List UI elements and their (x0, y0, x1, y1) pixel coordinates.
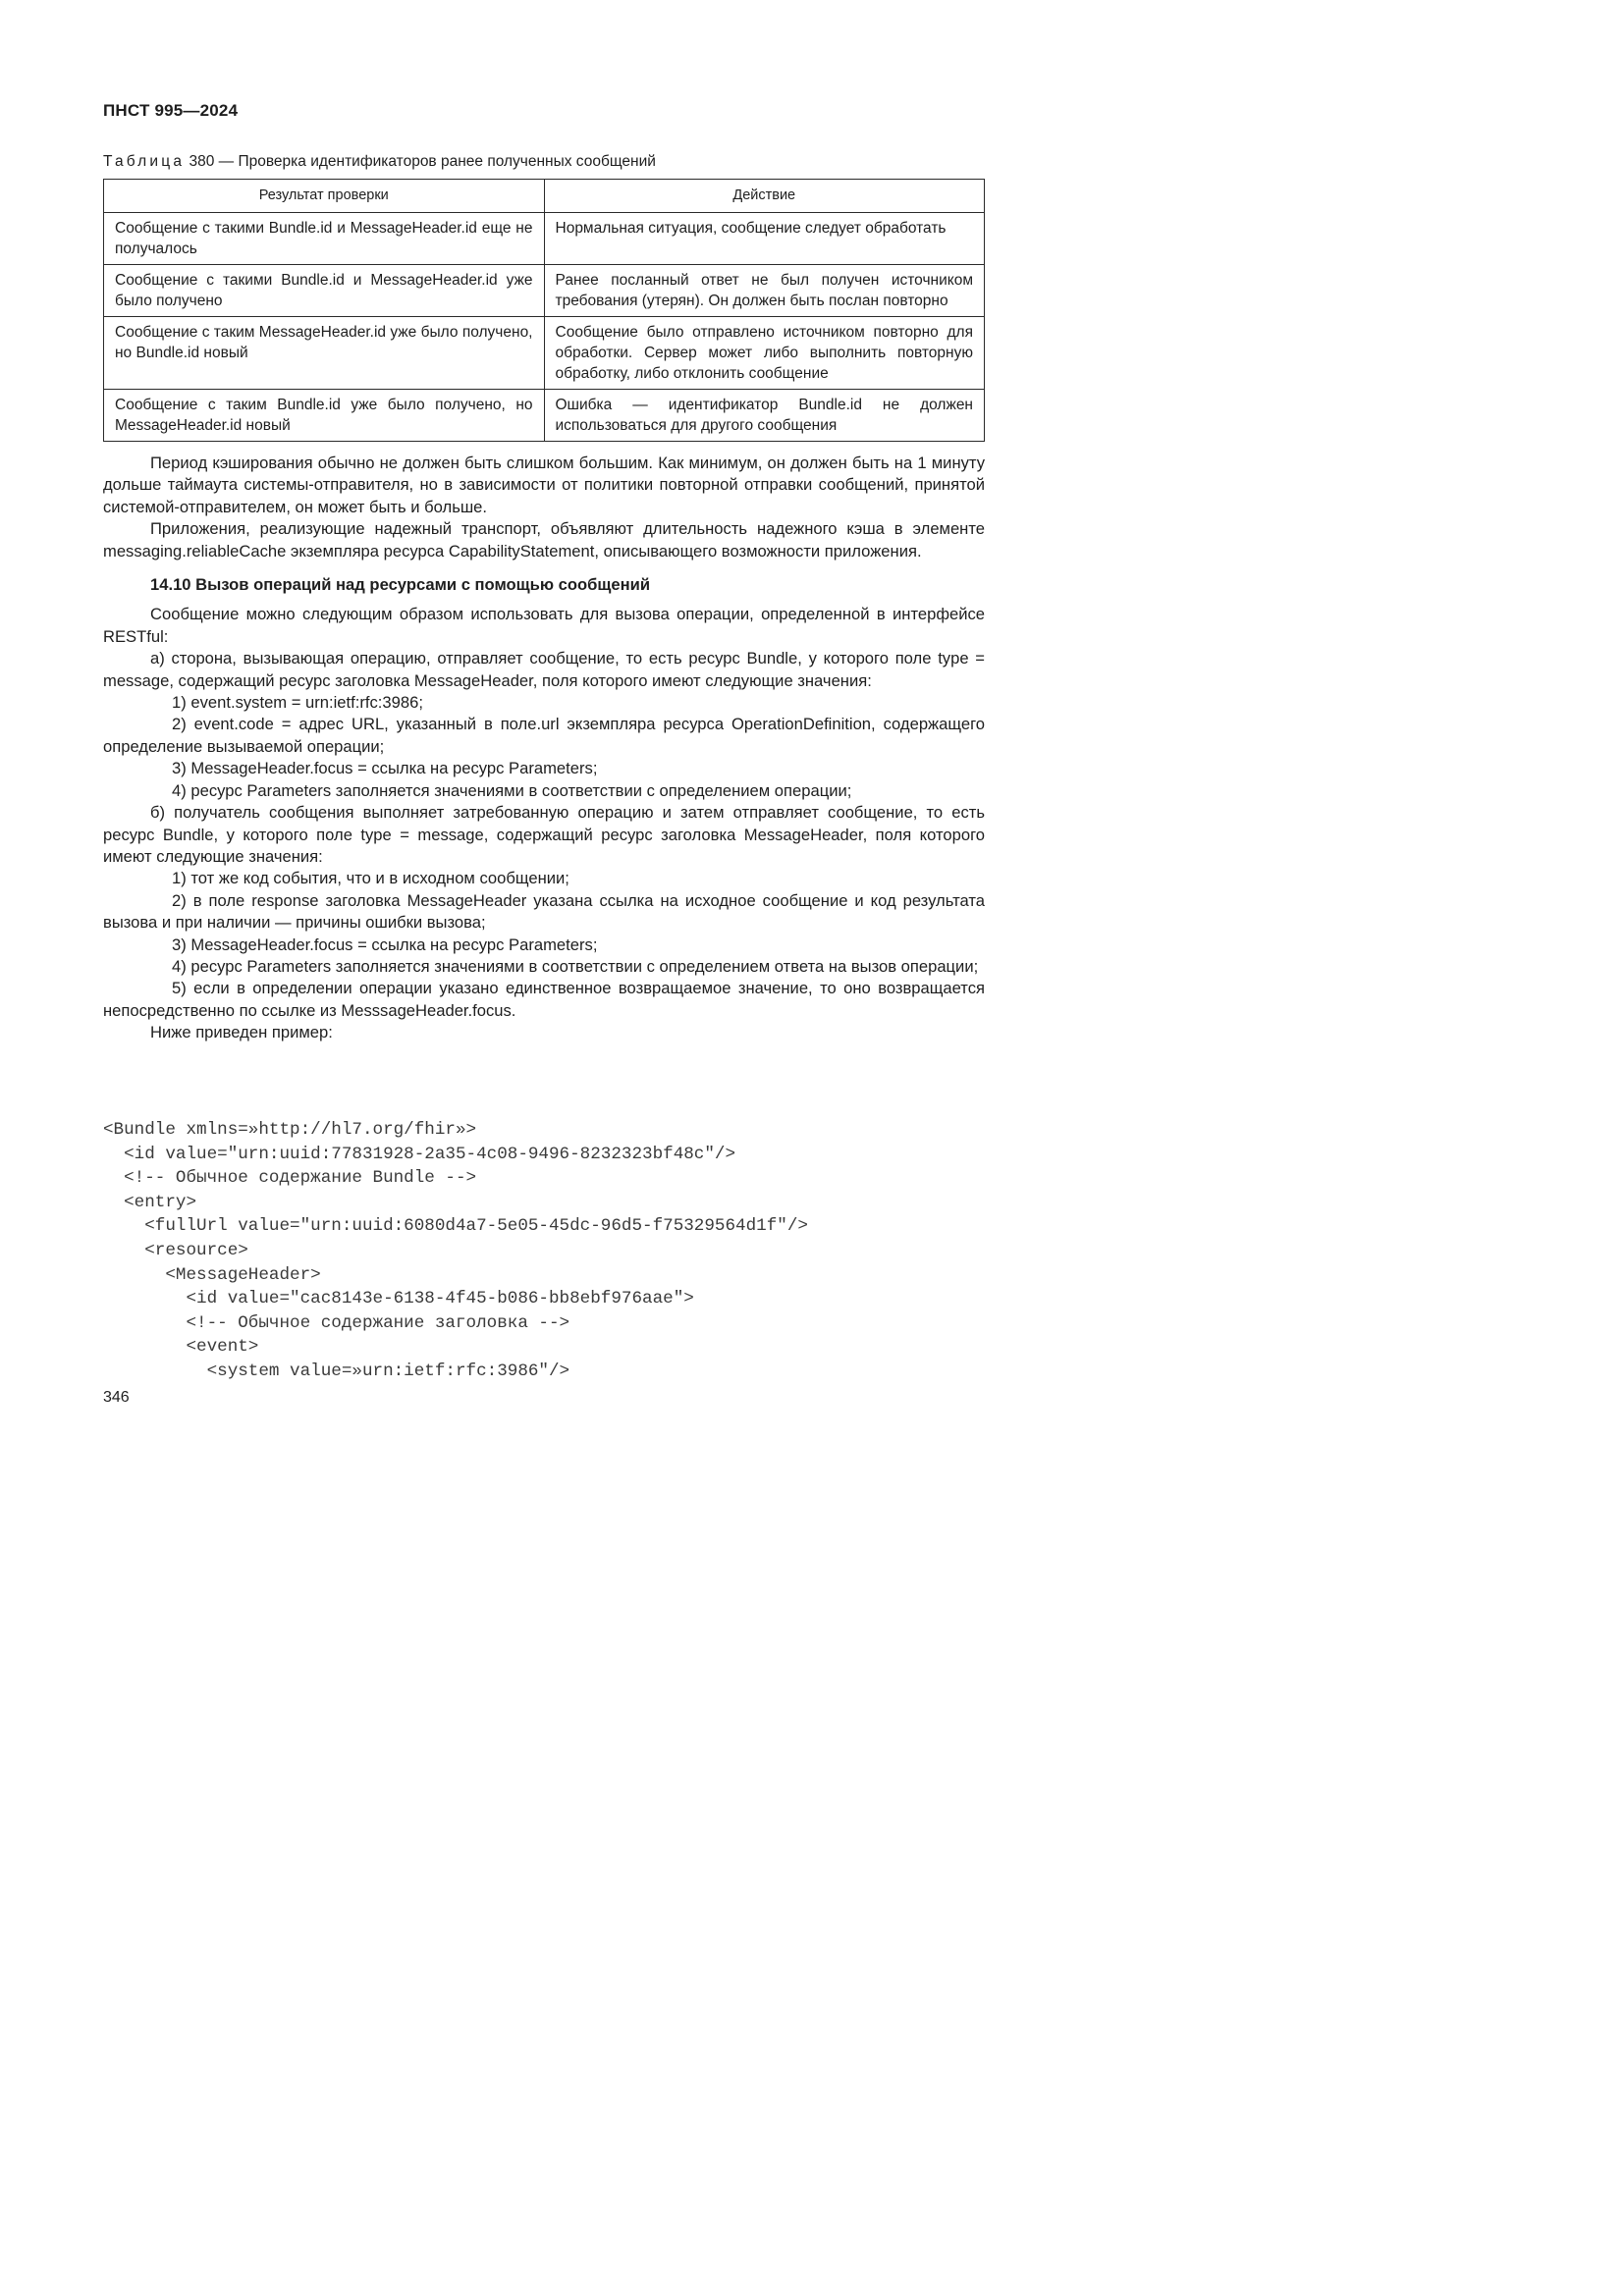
table-row (104, 265, 985, 317)
paragraph-caching-period: Период кэширования обычно не должен быть слишком большим. Как минимум, он должен быть на 1 минуту дольше таймаута системы-отправителя, но в зависимости от политики повторной отправки сообщений, принятой системой-отправителем, он может быть и больше. (103, 454, 985, 516)
table-header-row (104, 180, 985, 213)
table-cell-result: Сообщение с таким MessageHeader.id уже было получено, но Bundle.id новый (104, 317, 545, 390)
table-caption-title: 380 — Проверка идентификаторов ранее полученных сообщений (185, 153, 656, 170)
table-cell-result: Сообщение с таким Bundle.id уже было получено, но MessageHeader.id новый (104, 390, 545, 442)
table-cell-result: Сообщение с такими Bundle.id и MessageHeader.id еще не получалось (104, 213, 545, 265)
table-row (104, 390, 985, 442)
table-caption-label: Таблица (103, 153, 186, 170)
code-line: <resource> (103, 1240, 248, 1260)
table-row (104, 317, 985, 390)
code-line: <Bundle xmlns=»http://hl7.org/fhir»> (103, 1120, 477, 1140)
table-cell-action: Ошибка — идентификатор Bundle.id не должен использоваться для другого сообщения (544, 390, 985, 442)
list-item-b1: 1) тот же код события, что и в исходном сообщении; (172, 869, 569, 888)
list-item-b5: 5) если в определении операции указано единственное возвращаемое значение, то оно возвращается непосредственно по ссылке из MesssageHeader.focus. (103, 979, 985, 1020)
table-row (104, 213, 985, 265)
page-header-standard-id: ПНСТ 995—2024 (103, 101, 239, 120)
table-cell-action: Ранее посланный ответ не был получен источником требования (утерян). Он должен быть послан повторно (544, 265, 985, 317)
code-line: <event> (103, 1337, 259, 1358)
example-intro: Ниже приведен пример: (150, 1023, 333, 1042)
list-item-a2: 2) event.code = адрес URL, указанный в поле.url экземпляра ресурса OperationDefinition, содержащего определение вызываемой операции; (103, 715, 985, 756)
body-text (103, 453, 985, 1044)
list-item-a: а) сторона, вызывающая операцию, отправляет сообщение, то есть ресурс Bundle, у которого поле type = message, содержащий ресурс заголовка MessageHeader, поля которого имеют следующие значения: (103, 649, 985, 690)
column-header-result: Результат проверки (104, 180, 545, 213)
table-cell-action: Нормальная ситуация, сообщение следует обработать (544, 213, 985, 265)
page-number: 346 (103, 1389, 130, 1406)
table-cell-action: Сообщение было отправлено источником повторно для обработки. Сервер может либо выполнить повторную обработку, либо отклонить сообщение (544, 317, 985, 390)
code-line: <id value="cac8143e-6138-4f45-b086-bb8ebf976aae"> (103, 1289, 694, 1309)
verification-results-table (103, 179, 985, 442)
code-line: <id value="urn:uuid:77831928-2a35-4c08-9496-8232323bf48c"/> (103, 1144, 736, 1164)
list-item-a3: 3) MessageHeader.focus = ссылка на ресурс Parameters; (172, 759, 598, 778)
code-line: <fullUrl value="urn:uuid:6080d4a7-5e05-45dc-96d5-f75329564d1f"/> (103, 1216, 808, 1237)
list-item-b: б) получатель сообщения выполняет затребованную операцию и затем отправляет сообщение, то есть ресурс Bundle, у которого поле type = message, содержащий ресурс заголовка MessageHeader, поля которого имеют следующие значения: (103, 803, 985, 866)
list-item-a4: 4) ресурс Parameters заполняется значениями в соответствии с определением операции; (172, 780, 852, 800)
code-line: <entry> (103, 1192, 197, 1212)
column-header-action: Действие (544, 180, 985, 213)
list-item-a1: 1) event.system = urn:ietf:rfc:3986; (172, 693, 423, 713)
code-line: <!-- Обычное содержание заголовка --> (103, 1312, 570, 1333)
code-line: <MessageHeader> (103, 1264, 321, 1285)
list-item-b3: 3) MessageHeader.focus = ссылка на ресурс Parameters; (172, 934, 598, 954)
code-line: <!-- Обычное содержание Bundle --> (103, 1168, 477, 1189)
code-example (103, 1118, 987, 1384)
section-heading-14-10: 14.10 Вызов операций над ресурсами с помощью сообщений (150, 575, 651, 595)
paragraph-reliable-cache: Приложения, реализующие надежный транспорт, объявляют длительность надежного кэша в элементе messaging.reliableCache экземпляра ресурса CapabilityStatement, описывающего возможности приложения. (103, 519, 985, 561)
paragraph-operation-intro: Сообщение можно следующим образом использовать для вызова операции, определенной в интерфейсе RESTful: (103, 605, 985, 646)
table-cell-result: Сообщение с такими Bundle.id и MessageHeader.id уже было получено (104, 265, 545, 317)
table-caption (103, 153, 656, 171)
code-line: <system value=»urn:ietf:rfc:3986"/> (103, 1361, 570, 1381)
list-item-b2: 2) в поле response заголовка MessageHeader указана ссылка на исходное сообщение и код результата вызова и при наличии — причины ошибки вызова; (103, 890, 985, 933)
list-item-b4: 4) ресурс Parameters заполняется значениями в соответствии с определением ответа на вызов операции; (172, 956, 979, 976)
